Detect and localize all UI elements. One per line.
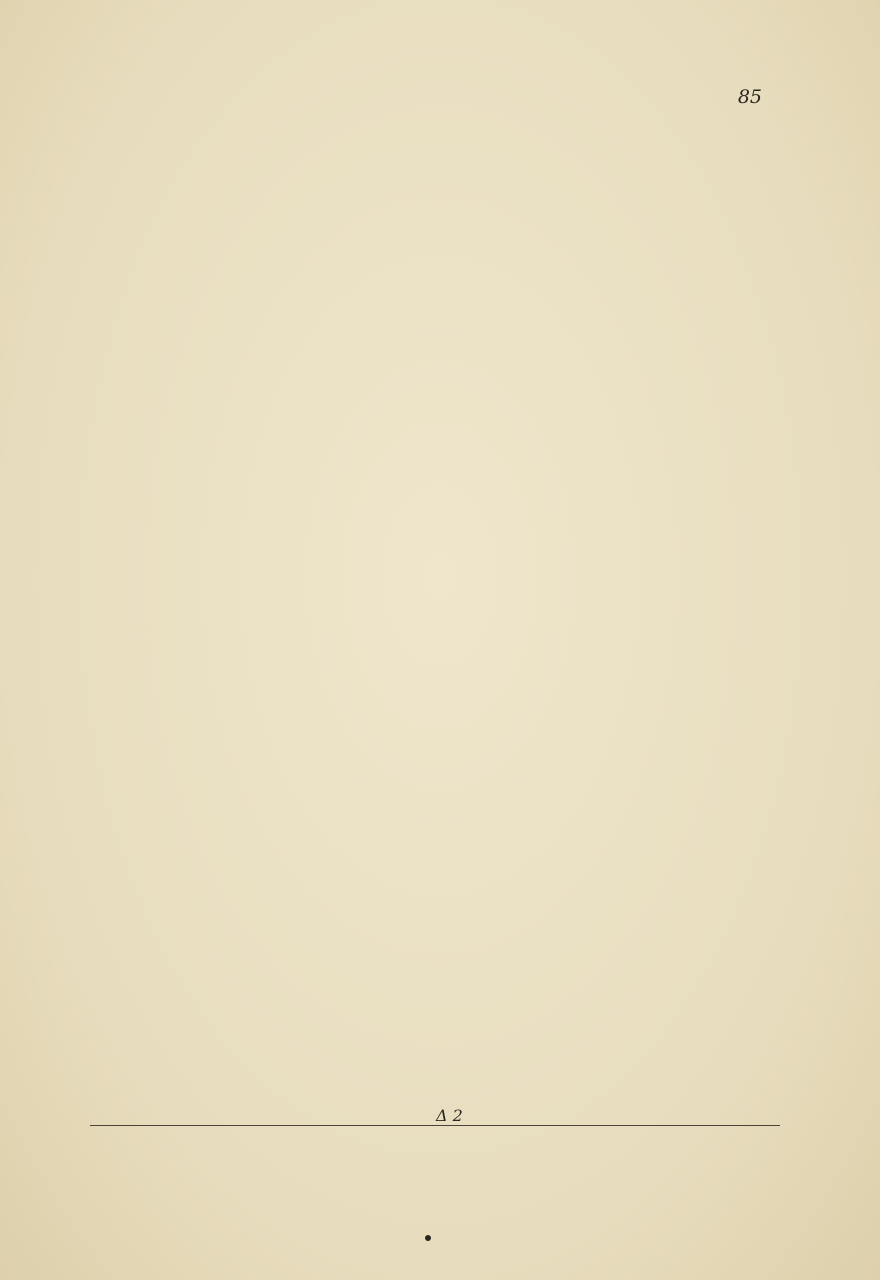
- entry-line: [128, 888, 768, 914]
- main-text: [128, 102, 768, 1123]
- entry-line: [128, 1045, 768, 1071]
- text-line: [128, 285, 768, 311]
- text-line: [128, 154, 768, 180]
- entry-line: [128, 809, 768, 835]
- body-paragraph: [128, 102, 768, 678]
- entry-line: [128, 992, 768, 1018]
- verse-quotation: [128, 678, 768, 730]
- entry-line: [128, 914, 768, 940]
- footnote-line-2: [96, 1152, 780, 1174]
- text-line: [128, 364, 768, 390]
- text-line: [128, 312, 768, 338]
- text-line: [128, 547, 768, 573]
- text-line: [128, 626, 768, 652]
- page-number: 85: [737, 86, 762, 108]
- entry-line: [128, 966, 768, 992]
- text-line: [128, 390, 768, 416]
- entry-line: [128, 1019, 768, 1045]
- bottom-ink-dot: [425, 1235, 431, 1241]
- text-line: [128, 442, 768, 468]
- quote-line: [128, 704, 768, 730]
- footnote: [96, 1130, 780, 1174]
- entry-line: [128, 783, 768, 809]
- entry-first-line: [128, 757, 768, 783]
- text-line: [128, 573, 768, 599]
- text-line: [128, 521, 768, 547]
- text-line: [128, 652, 768, 678]
- citation-line: [128, 731, 768, 757]
- text-line: [128, 600, 768, 626]
- text-line: [128, 181, 768, 207]
- text-line: [128, 495, 768, 521]
- entry-paragraph: [128, 783, 768, 1123]
- quote-line: [128, 678, 768, 704]
- entry-line: [128, 1071, 768, 1097]
- entry-line: [128, 861, 768, 887]
- text-line: [128, 102, 768, 128]
- text-line: [128, 207, 768, 233]
- signature-mark: Δ 2: [436, 1106, 463, 1125]
- text-line: [128, 128, 768, 154]
- text-line: [128, 233, 768, 259]
- entry-line: [128, 940, 768, 966]
- text-line: [128, 469, 768, 495]
- footnote-divider: [90, 1125, 780, 1126]
- text-line: [128, 259, 768, 285]
- footnote-line-1: [96, 1130, 780, 1152]
- entry-line: [128, 835, 768, 861]
- text-line: [128, 416, 768, 442]
- text-line: [128, 338, 768, 364]
